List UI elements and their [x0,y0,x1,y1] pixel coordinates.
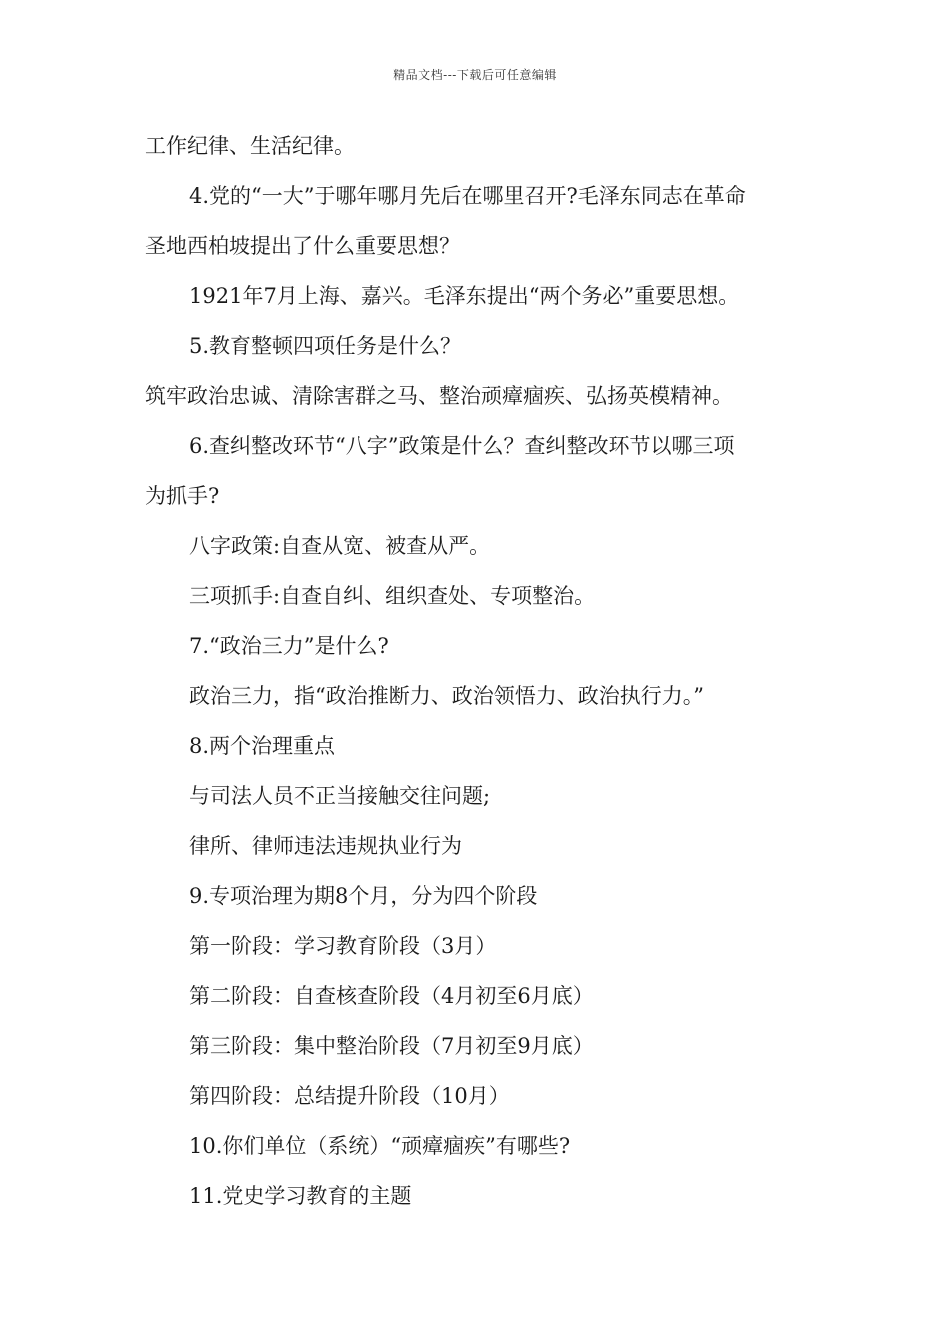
question-continuation-line: 圣地西柏坡提出了什么重要思想？ [145,234,460,258]
question-line: 5.教育整顿四项任务是什么？ [189,334,462,358]
question-line: 10.你们单位（系统）“顽瘴痼疾”有哪些? [189,1134,571,1158]
answer-line: 筑牢政治忠诚、清除害群之马、整治顽瘴痼疾、弘扬英模精神。 [145,384,733,408]
question-continuation-line: 为抓手? [145,484,220,508]
question-line: 4.党的“一大”于哪年哪月先后在哪里召开?毛泽东同志在革命 [189,184,746,208]
answer-line: 政治三力，指“政治推断力、政治领悟力、政治执行力。” [189,684,704,708]
answer-line: 八字政策:自查从宽、被查从严。 [189,534,491,558]
answer-line: 三项抓手:自查自纠、组织查处、专项整治。 [189,584,596,608]
phase-line: 第二阶段：自查核查阶段（4月初至6月底） [189,984,594,1008]
paragraph-line: 工作纪律、生活纪律。 [145,134,355,158]
answer-line: 与司法人员不正当接触交往问题; [189,784,491,808]
question-line: 7.“政治三力”是什么? [189,634,389,658]
page-header: 精品文档---下载后可任意编辑 [393,68,557,82]
answer-line: 律所、律师违法违规执业行为 [189,834,462,858]
question-line: 8.两个治理重点 [189,734,336,758]
answer-line: 1921年7月上海、嘉兴。毛泽东提出“两个务必”重要思想。 [189,284,740,308]
phase-line: 第四阶段：总结提升阶段（10月） [189,1084,510,1108]
question-line: 9.专项治理为期8个月，分为四个阶段 [189,884,538,908]
phase-line: 第一阶段：学习教育阶段（3月） [189,934,497,958]
document-body [145,134,815,1234]
phase-line: 第三阶段：集中整治阶段（7月初至9月底） [189,1034,594,1058]
question-line: 6.查纠整改环节“八字”政策是什么？查纠整改环节以哪三项 [189,434,735,458]
question-line: 11.党史学习教育的主题 [189,1184,412,1208]
